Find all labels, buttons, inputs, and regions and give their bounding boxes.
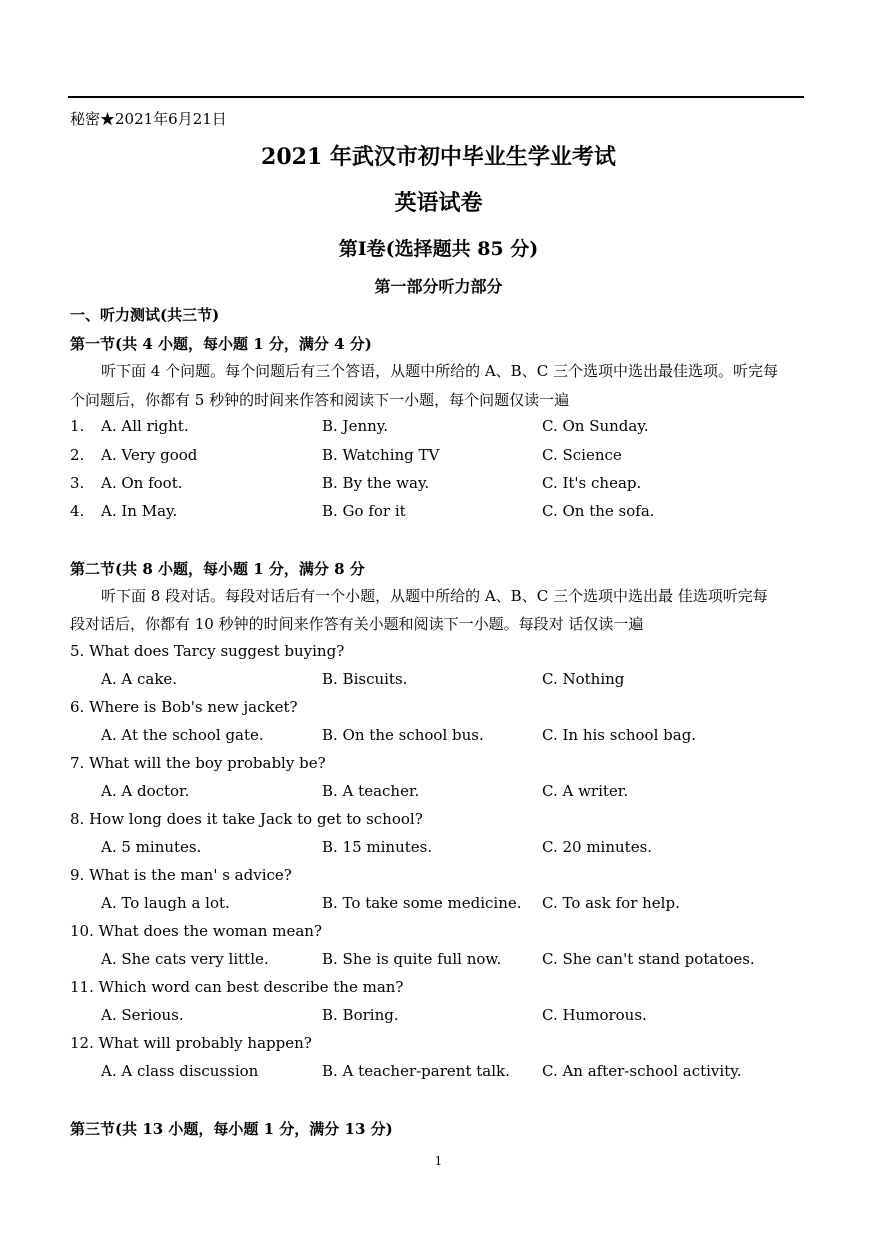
q3-option-a: A. On foot.	[101, 474, 183, 492]
q11-question: 11. Which word can best describe the man?	[70, 978, 404, 996]
q1-number: 1.	[70, 417, 85, 435]
q10-option-c: C. She can't stand potatoes.	[542, 950, 755, 968]
q2-number: 2.	[70, 446, 85, 464]
q8-option-a: A. 5 minutes.	[101, 838, 202, 856]
q3-number: 3.	[70, 474, 85, 492]
q7-option-c: C. A writer.	[542, 782, 629, 800]
part-title: 第一部分听力部分	[374, 277, 503, 296]
q10-option-a: A. She cats very little.	[101, 950, 269, 968]
q2-option-b: B. Watching TV	[322, 446, 440, 464]
q12-option-c: C. An after-school activity.	[542, 1062, 742, 1080]
q8-question: 8. How long does it take Jack to get to school?	[70, 810, 423, 828]
q10-option-b: B. She is quite full now.	[322, 950, 502, 968]
q1-option-c: C. On Sunday.	[542, 417, 649, 435]
sec1-heading: 第一节(共 4 小题，每小题 1 分，满分 4 分)	[70, 335, 372, 353]
sec1-instruction-line1: 听下面 4 个问题。每个问题后有三个答语，从题中所给的 A、B、C 三个选项中选出最佳选项。听完每	[101, 362, 778, 380]
q6-option-a: A. At the school gate.	[101, 726, 264, 744]
q1-option-b: B. Jenny.	[322, 417, 389, 435]
page-number: 1	[434, 1154, 443, 1168]
q2-option-c: C. Science	[542, 446, 622, 464]
q6-option-b: B. On the school bus.	[322, 726, 484, 744]
q11-option-b: B. Boring.	[322, 1006, 399, 1024]
q7-option-b: B. A teacher.	[322, 782, 420, 800]
q4-number: 4.	[70, 502, 85, 520]
q6-question: 6. Where is Bob's new jacket?	[70, 698, 298, 716]
sec3-heading: 第三节(共 13 小题，每小题 1 分，满分 13 分)	[70, 1120, 393, 1138]
q4-option-a: A. In May.	[101, 502, 178, 520]
q8-option-c: C. 20 minutes.	[542, 838, 653, 856]
exam-title: 2021 年武汉市初中毕业生学业考试	[261, 144, 616, 170]
sec1-instruction-line2: 个问题后，你都有 5 秒钟的时间来作答和阅读下一小题，每个问题仅读一遍	[70, 391, 570, 409]
exam-subject: 英语试卷	[394, 190, 483, 216]
q9-option-a: A. To laugh a lot.	[101, 894, 230, 912]
q5-option-a: A. A cake.	[101, 670, 178, 688]
q1-option-a: A. All right.	[101, 417, 189, 435]
q9-question: 9. What is the man' s advice?	[70, 866, 292, 884]
q11-option-c: C. Humorous.	[542, 1006, 647, 1024]
q4-option-b: B. Go for it	[322, 502, 406, 520]
q4-option-c: C. On the sofa.	[542, 502, 655, 520]
volume-title: 第Ⅰ卷(选择题共 85 分)	[338, 238, 539, 260]
q10-question: 10. What does the woman mean?	[70, 922, 322, 940]
sec2-instruction-line1: 听下面 8 段对话。每段对话后有一个小题，从题中所给的 A、B、C 三个选项中选出最 佳选项听完每	[101, 587, 768, 605]
section-heading: 一、听力测试(共三节)	[70, 306, 220, 324]
q9-option-b: B. To take some medicine.	[322, 894, 522, 912]
top-rule	[68, 96, 804, 98]
q3-option-c: C. It's cheap.	[542, 474, 642, 492]
q2-option-a: A. Very good	[101, 446, 198, 464]
q8-option-b: B. 15 minutes.	[322, 838, 433, 856]
q12-option-b: B. A teacher-parent talk.	[322, 1062, 510, 1080]
q5-option-b: B. Biscuits.	[322, 670, 408, 688]
q12-option-a: A. A class discussion	[101, 1062, 259, 1080]
q5-option-c: C. Nothing	[542, 670, 625, 688]
q7-option-a: A. A doctor.	[101, 782, 190, 800]
q5-question: 5. What does Tarcy suggest buying?	[70, 642, 345, 660]
sec2-instruction-line2: 段对话后，你都有 10 秒钟的时间来作答有关小题和阅读下一小题。每段对 话仅读一遍	[70, 615, 644, 633]
q3-option-b: B. By the way.	[322, 474, 430, 492]
secret-date: 秘密★2021年6月21日	[70, 110, 227, 128]
q6-option-c: C. In his school bag.	[542, 726, 697, 744]
sec2-heading: 第二节(共 8 小题，每小题 1 分，满分 8 分	[70, 560, 365, 578]
q7-question: 7. What will the boy probably be?	[70, 754, 326, 772]
q12-question: 12. What will probably happen?	[70, 1034, 312, 1052]
q11-option-a: A. Serious.	[101, 1006, 184, 1024]
q9-option-c: C. To ask for help.	[542, 894, 680, 912]
